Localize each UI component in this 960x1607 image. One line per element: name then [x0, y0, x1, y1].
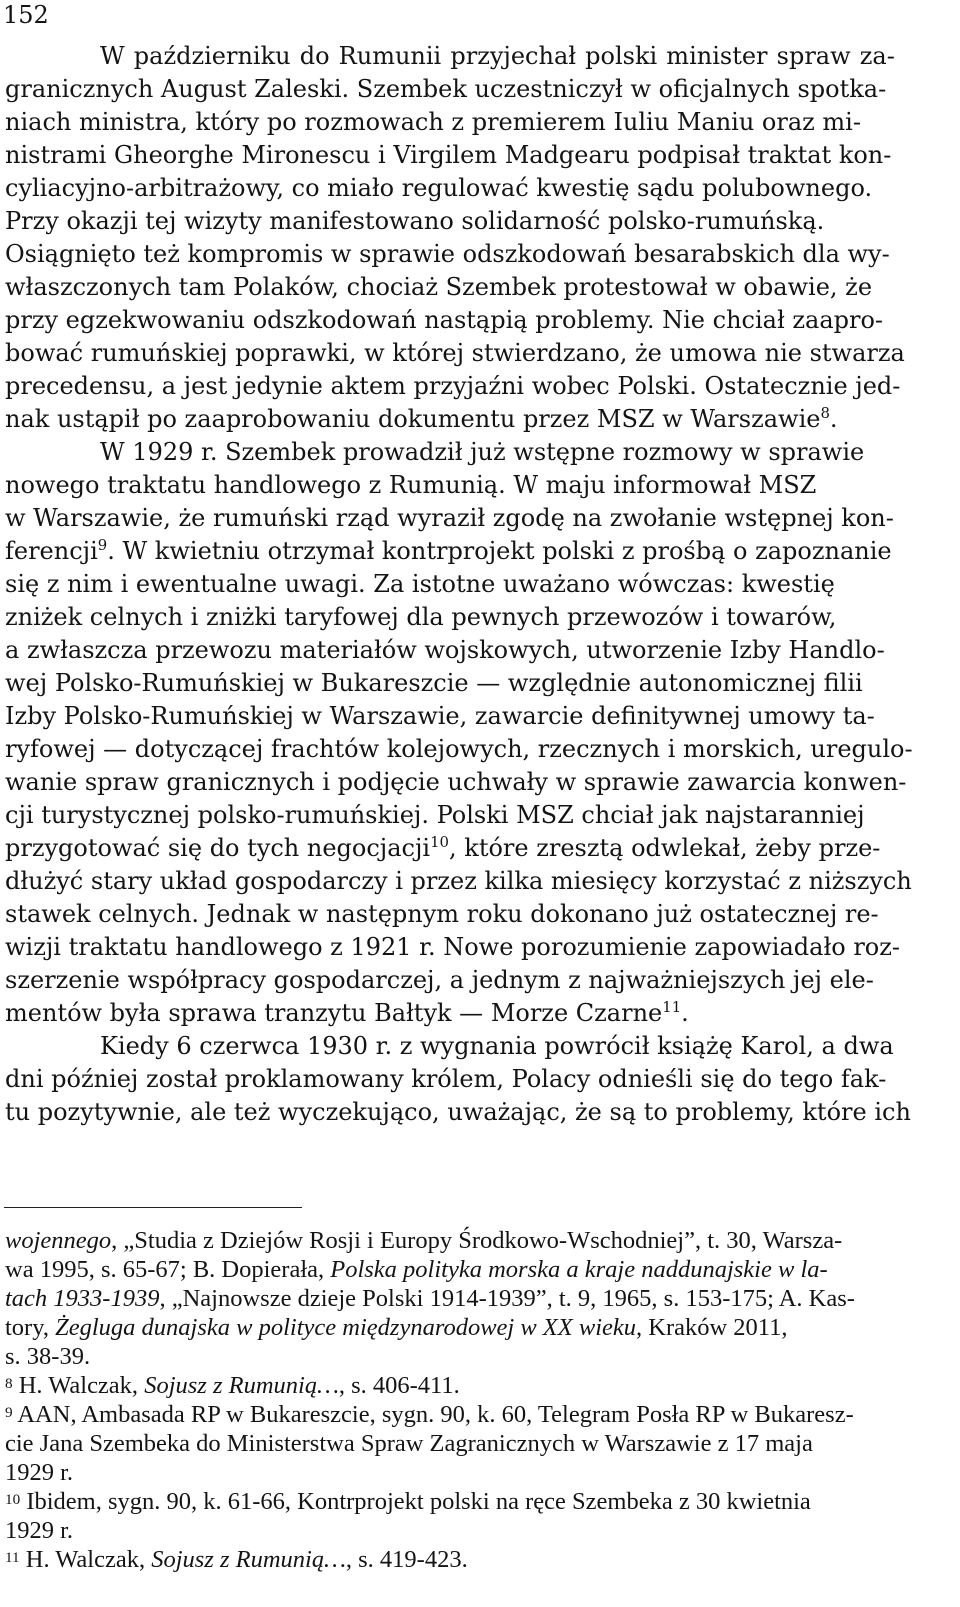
- text-line: wizji traktatu handlowego z 1921 r. Nowe porozumienie zapowiadało roz-: [5, 933, 900, 961]
- text-line: zniżek celnych i zniżki taryfowej dla pewnych przewozów i towarów,: [5, 603, 837, 631]
- text-line: precedensu, a jest jedynie aktem przyjaźni wobec Polski. Ostatecznie jed-: [5, 372, 901, 400]
- text-line: bować rumuńskiej poprawki, w której stwierdzano, że umowa nie stwarza: [5, 339, 905, 367]
- text-line: nowego traktatu handlowego z Rumunią. W maju informował MSZ: [5, 471, 817, 499]
- footnote-line: tory, Żegluga dunajska w polityce międzynarodowej w XX wieku, Kraków 2011,: [5, 1314, 788, 1341]
- footnote-line: cie Jana Szembeka do Ministerstwa Spraw Zagranicznych w Warszawie z 17 maja: [5, 1430, 813, 1457]
- text-line: W październiku do Rumunii przyjechał polski minister spraw za-: [100, 42, 895, 70]
- text-line: nak ustąpił po zaaprobowaniu dokumentu przez MSZ w Warszawie$^8$.: [5, 404, 838, 433]
- footnote-line: 1929 r.: [5, 1459, 74, 1486]
- text-line: Osiągnięto też kompromis w sprawie odszkodowań besarabskich dla wy-: [5, 240, 890, 268]
- text-line: wanie spraw granicznych i podjęcie uchwały w sprawie zawarcia konwen-: [5, 768, 907, 796]
- text-line: Izby Polsko-Rumuńskiej w Warszawie, zawarcie definitywnej umowy ta-: [5, 702, 875, 730]
- text-line: niach ministra, który po rozmowach z premierem Iuliu Maniu oraz mi-: [5, 108, 861, 136]
- footnote-9: $^9$ AAN, Ambasada RP w Bukareszcie, sygn. 90, k. 60, Telegram Posła RP w Bukaresz-: [5, 1401, 854, 1428]
- note-ref: 11: [662, 998, 682, 1016]
- footnote-11: $^{11}$ H. Walczak, Sojusz z Rumunią…, s. 419-423.: [5, 1546, 468, 1573]
- footnote-separator: [4, 1207, 302, 1208]
- text-line: przygotować się do tych negocjacji$^{10}$, które zresztą odwlekał, żeby prze-: [5, 833, 881, 862]
- text-line: mentów była sprawa tranzytu Bałtyk — Morze Czarne$^{11}$.: [5, 998, 689, 1027]
- text-line: w Warszawie, że rumuński rząd wyraził zgodę na zwołanie wstępnej kon-: [5, 504, 894, 532]
- text-line: przy egzekwowaniu odszkodowań nastąpią problemy. Nie chciał zaapro-: [5, 306, 884, 334]
- text-line: się z nim i ewentualne uwagi. Za istotne uważano wówczas: kwestię: [5, 570, 835, 598]
- text-line: nistrami Gheorghe Mironescu i Virgilem Madgearu podpisał traktat kon-: [5, 141, 892, 169]
- footnote-line: wa 1995, s. 65-67; B. Dopierała, Polska polityka morska a kraje naddunajskie w la-: [5, 1256, 828, 1283]
- text-line: wej Polsko-Rumuńskiej w Bukareszcie — względnie autonomicznej filii: [5, 669, 863, 697]
- text-line: ferencji$^9$. W kwietniu otrzymał kontrprojekt polski z prośbą o zapoznanie: [5, 536, 892, 565]
- page-number: 152: [3, 1, 49, 29]
- note-ref: 10: [430, 833, 450, 851]
- note-ref: 9: [97, 536, 108, 554]
- footnote-line: tach 1933-1939, „Najnowsze dzieje Polski 1914-1939”, t. 9, 1965, s. 153-175; A. Kas-: [5, 1285, 855, 1312]
- text-line: W 1929 r. Szembek prowadził już wstępne rozmowy w sprawie: [100, 438, 865, 466]
- text-line: a zwłaszcza przewozu materiałów wojskowych, utworzenie Izby Handlo-: [5, 636, 885, 664]
- footnote-8: $^8$ H. Walczak, Sojusz z Rumunią…, s. 406-411.: [5, 1372, 460, 1399]
- text-line: Przy okazji tej wizyty manifestowano solidarność polsko-rumuńską.: [5, 207, 825, 235]
- text-line: ryfowej — dotyczącej frachtów kolejowych, rzecznych i morskich, uregulo-: [5, 735, 913, 763]
- footnote-line: 1929 r.: [5, 1517, 74, 1544]
- footnote-10: $^{10}$ Ibidem, sygn. 90, k. 61-66, Kontrprojekt polski na ręce Szembeka z 30 kwietnia: [5, 1488, 811, 1515]
- text-line: szerzenie współpracy gospodarczej, a jednym z najważniejszych jej ele-: [5, 966, 874, 994]
- text-line: tu pozytywnie, ale też wyczekująco, uważając, że są to problemy, które ich: [5, 1098, 911, 1126]
- text-line: dłużyć stary układ gospodarczy i przez kilka miesięcy korzystać z niższych: [5, 867, 912, 895]
- footnote-line: s. 38-39.: [5, 1343, 91, 1370]
- note-ref: 8: [820, 404, 830, 422]
- text-line: cji turystycznej polsko-rumuńskiej. Polski MSZ chciał jak najstaranniej: [5, 801, 865, 829]
- text-line: stawek celnych. Jednak w następnym roku dokonano już ostatecznej re-: [5, 900, 879, 928]
- text-line: dni później został proklamowany królem, Polacy odnieśli się do tego fak-: [5, 1065, 887, 1093]
- text-line: właszczonych tam Polaków, chociaż Szembek protestował w obawie, że: [5, 273, 873, 301]
- text-line: cyliacyjno-arbitrażowy, co miało regulować kwestię sądu polubownego.: [5, 174, 873, 202]
- text-line: granicznych August Zaleski. Szembek uczestniczył w oficjalnych spotka-: [5, 75, 887, 103]
- text-line: Kiedy 6 czerwca 1930 r. z wygnania powrócił książę Karol, a dwa: [100, 1032, 894, 1060]
- footnote-line: wojennego, „Studia z Dziejów Rosji i Europy Środkowo-Wschodniej”, t. 30, Warsza-: [5, 1227, 843, 1254]
